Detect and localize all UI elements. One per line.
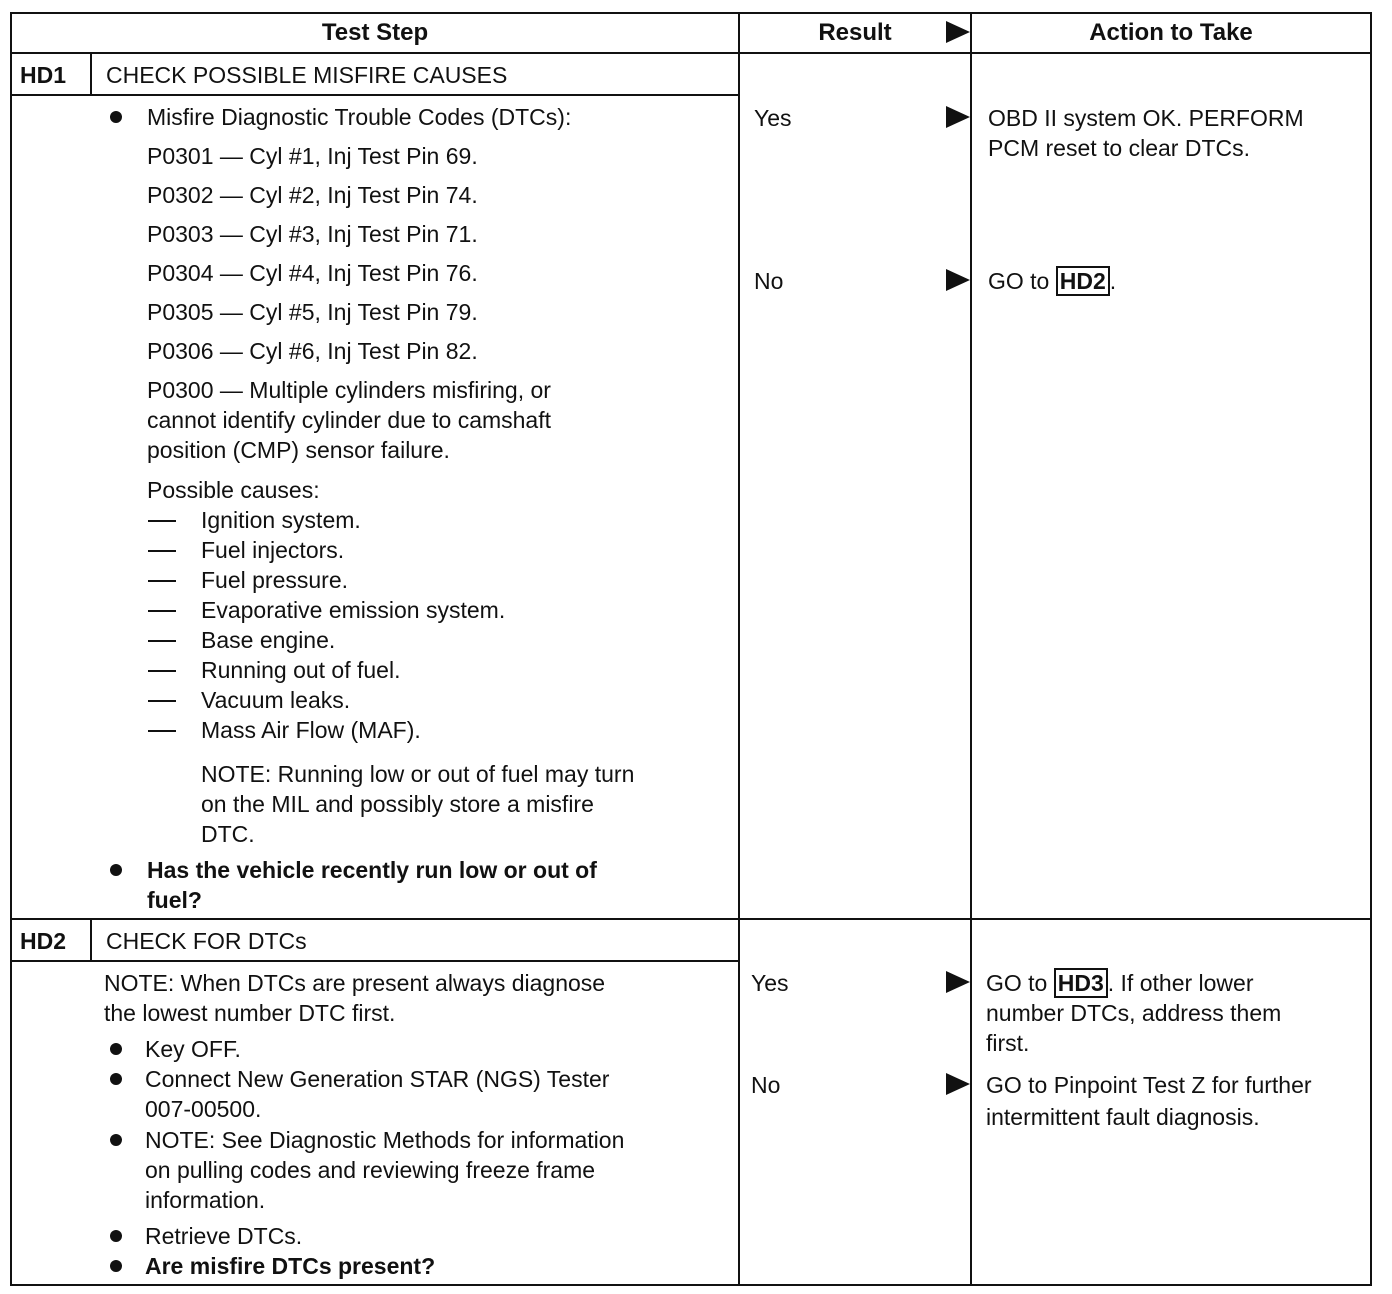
hd1-p0300-line: P0300 — Multiple cylinders misfiring, or bbox=[147, 377, 551, 403]
hd1-code-line: P0303 — Cyl #3, Inj Test Pin 71. bbox=[147, 221, 478, 247]
hd2-yes-action-line: first. bbox=[986, 1030, 1030, 1056]
dash-icon bbox=[148, 520, 176, 522]
header-test-step: Test Step bbox=[321, 19, 429, 46]
dash-icon bbox=[148, 670, 176, 672]
bullet-icon bbox=[110, 1134, 122, 1146]
column-divider-result-action bbox=[970, 12, 972, 1286]
bullet-icon bbox=[110, 1260, 122, 1272]
hd1-note-line: NOTE: Running low or out of fuel may turn bbox=[201, 761, 635, 787]
hd1-result-yes: Yes bbox=[754, 105, 792, 131]
table-left-border bbox=[10, 12, 12, 1286]
hd1-note-line: on the MIL and possibly store a misfire bbox=[201, 791, 594, 817]
bullet-icon bbox=[110, 864, 122, 876]
hd1-cause-item: Evaporative emission system. bbox=[201, 597, 506, 623]
dash-icon bbox=[148, 610, 176, 612]
hd1-title-divider bbox=[10, 94, 740, 96]
header-arrow-icon bbox=[946, 21, 970, 43]
hd1-cause-item: Base engine. bbox=[201, 627, 336, 653]
hd1-cause-item: Vacuum leaks. bbox=[201, 687, 351, 713]
hd2-retrieve: Retrieve DTCs. bbox=[145, 1223, 303, 1249]
hd1-result-no: No bbox=[754, 268, 784, 294]
hd2-note-line: NOTE: When DTCs are present always diagnose bbox=[104, 970, 606, 996]
hd2-result-no: No bbox=[751, 1072, 781, 1098]
diagnostic-table bbox=[10, 12, 1372, 1286]
hd1-step-id: HD1 bbox=[20, 62, 67, 88]
step-ref-hd2[interactable]: HD2 bbox=[1056, 266, 1110, 296]
hd1-yes-action-line: OBD II system OK. PERFORM bbox=[988, 105, 1304, 131]
arrow-right-icon bbox=[946, 1073, 970, 1095]
dash-icon bbox=[148, 550, 176, 552]
hd2-yes-action-line: number DTCs, address them bbox=[986, 1000, 1282, 1026]
hd1-no-action bbox=[988, 268, 1116, 294]
hd1-cause-item: Fuel injectors. bbox=[201, 537, 345, 563]
hd1-code-line: P0301 — Cyl #1, Inj Test Pin 69. bbox=[147, 143, 478, 169]
hd1-cause-item: Running out of fuel. bbox=[201, 657, 401, 683]
hd1-note-line: DTC. bbox=[201, 821, 255, 847]
arrow-right-icon bbox=[946, 269, 970, 291]
goto-text: GO to bbox=[988, 268, 1050, 294]
bullet-icon bbox=[110, 111, 122, 123]
hd2-key-off: Key OFF. bbox=[145, 1036, 241, 1062]
hd1-yes-action-line: PCM reset to clear DTCs. bbox=[988, 135, 1250, 161]
dash-icon bbox=[148, 730, 176, 732]
header-result: Result bbox=[818, 19, 892, 46]
hd1-causes-heading: Possible causes: bbox=[147, 477, 320, 503]
column-divider-step-result bbox=[738, 12, 740, 1286]
hd2-connect-line: 007-00500. bbox=[145, 1096, 262, 1122]
hd1-step-title: CHECK POSSIBLE MISFIRE CAUSES bbox=[106, 62, 508, 88]
arrow-right-icon bbox=[946, 106, 970, 128]
hd1-cause-item: Fuel pressure. bbox=[201, 567, 349, 593]
table-bottom-border bbox=[10, 1284, 1372, 1286]
header-divider bbox=[10, 52, 1372, 54]
arrow-right-icon bbox=[946, 971, 970, 993]
goto-text: GO to bbox=[986, 970, 1048, 996]
bullet-icon bbox=[110, 1043, 122, 1055]
goto-suffix: . If other lower bbox=[1107, 970, 1254, 996]
hd2-note-line: the lowest number DTC first. bbox=[104, 1000, 396, 1026]
hd1-p0300-line: position (CMP) sensor failure. bbox=[147, 437, 450, 463]
step-ref-hd3[interactable]: HD3 bbox=[1054, 968, 1108, 998]
table-right-border bbox=[1370, 12, 1372, 1286]
hd2-result-yes: Yes bbox=[751, 970, 789, 996]
hd2-title-divider bbox=[10, 960, 740, 962]
hd1-question-line: fuel? bbox=[147, 887, 202, 913]
hd1-dtc-heading: Misfire Diagnostic Trouble Codes (DTCs): bbox=[147, 104, 572, 130]
hd1-code-line: P0305 — Cyl #5, Inj Test Pin 79. bbox=[147, 299, 478, 325]
hd2-note2-line: NOTE: See Diagnostic Methods for information bbox=[145, 1127, 625, 1153]
hd2-no-action-line: intermittent fault diagnosis. bbox=[986, 1104, 1260, 1130]
dash-icon bbox=[148, 580, 176, 582]
hd2-id-divider bbox=[90, 918, 92, 962]
hd2-question: Are misfire DTCs present? bbox=[145, 1253, 436, 1279]
hd1-p0300-line: cannot identify cylinder due to camshaft bbox=[147, 407, 552, 433]
hd1-cause-item: Mass Air Flow (MAF). bbox=[201, 717, 421, 743]
hd1-question-line: Has the vehicle recently run low or out of bbox=[147, 857, 597, 883]
hd2-connect-line: Connect New Generation STAR (NGS) Tester bbox=[145, 1066, 610, 1092]
hd2-step-id: HD2 bbox=[20, 928, 67, 954]
hd2-note2-line: information. bbox=[145, 1187, 266, 1213]
hd2-note2-line: on pulling codes and reviewing freeze frame bbox=[145, 1157, 596, 1183]
dash-icon bbox=[148, 700, 176, 702]
hd2-step-title: CHECK FOR DTCs bbox=[106, 928, 307, 954]
bullet-icon bbox=[110, 1230, 122, 1242]
section-divider bbox=[10, 918, 1372, 920]
hd2-yes-action-line bbox=[986, 970, 1254, 996]
header-action: Action to Take bbox=[1089, 19, 1253, 46]
hd1-id-divider bbox=[90, 52, 92, 96]
hd1-code-line: P0304 — Cyl #4, Inj Test Pin 76. bbox=[147, 260, 478, 286]
dash-icon bbox=[148, 640, 176, 642]
goto-suffix: . bbox=[1109, 268, 1117, 294]
hd2-no-action-line: GO to Pinpoint Test Z for further bbox=[986, 1072, 1312, 1098]
hd1-code-line: P0302 — Cyl #2, Inj Test Pin 74. bbox=[147, 182, 478, 208]
bullet-icon bbox=[110, 1073, 122, 1085]
table-top-border bbox=[10, 12, 1372, 14]
hd1-cause-item: Ignition system. bbox=[201, 507, 361, 533]
hd1-code-line: P0306 — Cyl #6, Inj Test Pin 82. bbox=[147, 338, 478, 364]
